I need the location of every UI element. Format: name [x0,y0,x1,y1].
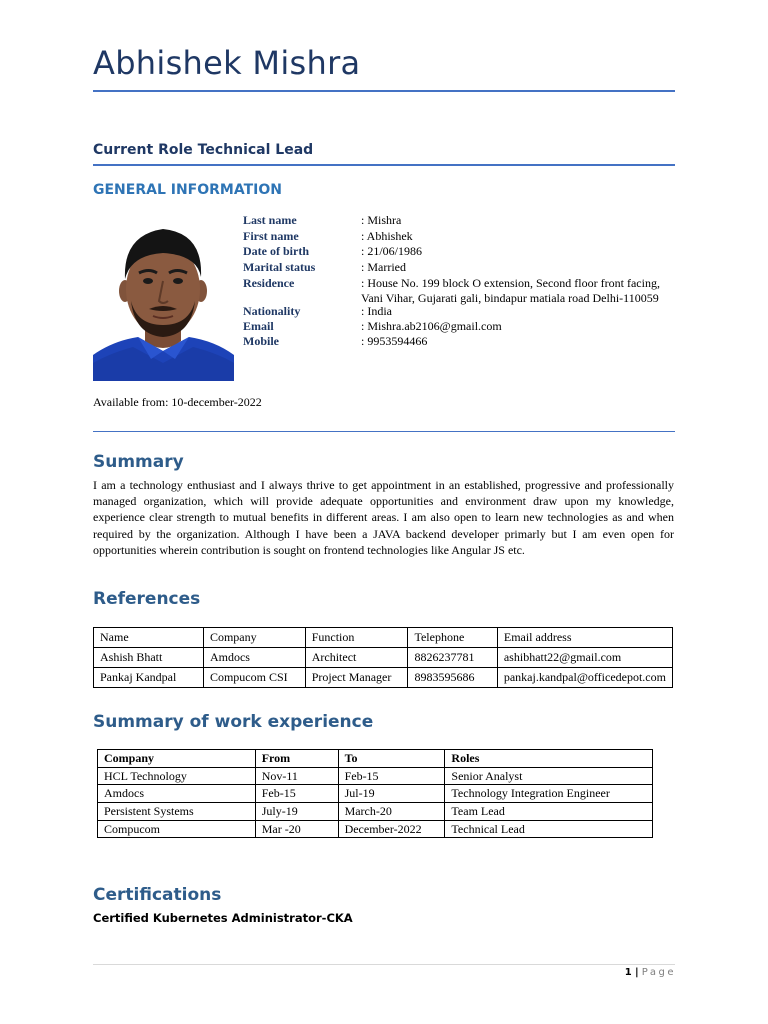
name-divider [93,90,675,92]
references-column-header: Function [305,628,408,648]
info-label-marital-status: Marital status [243,260,316,274]
table-cell: Mar -20 [255,820,338,838]
work-column-header: From [255,750,338,768]
page-footer [620,967,676,978]
page-number: 1 [624,967,632,978]
available-from: Available from: 10-december-2022 [93,395,262,409]
table-row [98,820,653,838]
table-cell: Architect [305,648,408,668]
table-cell: HCL Technology [98,767,256,785]
info-value-residence: : House No. 199 block O extension, Second floor front facing, [361,276,660,290]
info-value-nationality: : India [361,304,392,318]
references-column-header: Telephone [408,628,497,648]
work-column-header: To [338,750,445,768]
table-cell: ashibhatt22@gmail.com [497,648,672,668]
info-value-email: : Mishra.ab2106@gmail.com [361,319,502,333]
summary-heading: Summary [93,452,184,472]
work-experience-heading: Summary of work experience [93,712,374,732]
info-label-email: Email [243,319,274,333]
role-divider [93,164,675,166]
table-cell: 8826237781 [408,648,497,668]
info-label-nationality: Nationality [243,304,301,318]
table-cell: Senior Analyst [445,767,653,785]
table-row [94,648,673,668]
page-separator: | [634,967,639,978]
table-cell: Nov-11 [255,767,338,785]
table-cell: December-2022 [338,820,445,838]
general-information-heading: GENERAL INFORMATION [93,182,282,198]
table-cell: Persistent Systems [98,803,256,821]
work-column-header: Roles [445,750,653,768]
table-cell: pankaj.kandpal@officedepot.com [497,668,672,688]
profile-photo [93,213,234,381]
info-value-date-of-birth: : 21/06/1986 [361,244,423,258]
table-cell: Team Lead [445,803,653,821]
table-cell: July-19 [255,803,338,821]
table-cell: Amdocs [203,648,305,668]
table-row [98,785,653,803]
info-value-first-name: : Abhishek [361,229,413,243]
summary-paragraph: I am a technology enthusiast and I always thrive to get appointment in an established, progressive and professionally managed organization, which will provide adequate opportunities and environment draw upon my knowledge, experience clear strength to mutual benefits in different areas. I am also open to learn new technologies as and when required by the organization. Although I have been a JAVA backend developer primarly but I am even open for opportunities wherein contribution is sought on frontend technologies like Angular JS etc. [93,478,674,557]
work-experience-table [97,749,653,838]
table-row [98,767,653,785]
table-row [94,668,673,688]
page-label: Page [641,967,676,978]
references-table [93,627,673,688]
info-value-residence-line2: Vani Vihar, Gujarati gali, bindapur matiala road Delhi-110059 [361,291,659,305]
table-cell: Feb-15 [338,767,445,785]
table-cell: Compucom CSI [203,668,305,688]
current-role: Current Role Technical Lead [93,142,314,158]
info-label-first-name: First name [243,229,299,243]
table-cell: March-20 [338,803,445,821]
table-cell: Pankaj Kandpal [94,668,204,688]
footer-divider [93,964,675,965]
table-cell: Jul-19 [338,785,445,803]
references-heading: References [93,589,201,609]
references-column-header: Name [94,628,204,648]
info-value-last-name: : Mishra [361,213,402,227]
portrait-image [93,213,234,381]
table-cell: Project Manager [305,668,408,688]
table-cell: Technical Lead [445,820,653,838]
table-row [98,803,653,821]
table-cell: Feb-15 [255,785,338,803]
references-column-header: Email address [497,628,672,648]
info-label-last-name: Last name [243,213,297,227]
info-label-date-of-birth: Date of birth [243,244,309,258]
info-value-marital-status: : Married [361,260,406,274]
references-column-header: Company [203,628,305,648]
certification-item: Certified Kubernetes Administrator-CKA [93,911,353,925]
table-cell: Amdocs [98,785,256,803]
info-label-mobile: Mobile [243,334,279,348]
table-cell: Ashish Bhatt [94,648,204,668]
references-header-row [94,628,673,648]
info-value-mobile: : 9953594466 [361,334,428,348]
table-cell: Compucom [98,820,256,838]
table-cell: 8983595686 [408,668,497,688]
info-label-residence: Residence [243,276,295,290]
certifications-heading: Certifications [93,885,222,905]
general-divider [93,431,675,432]
work-column-header: Company [98,750,256,768]
work-header-row [98,750,653,768]
table-cell: Technology Integration Engineer [445,785,653,803]
resume-name: Abhishek Mishra [93,44,361,82]
